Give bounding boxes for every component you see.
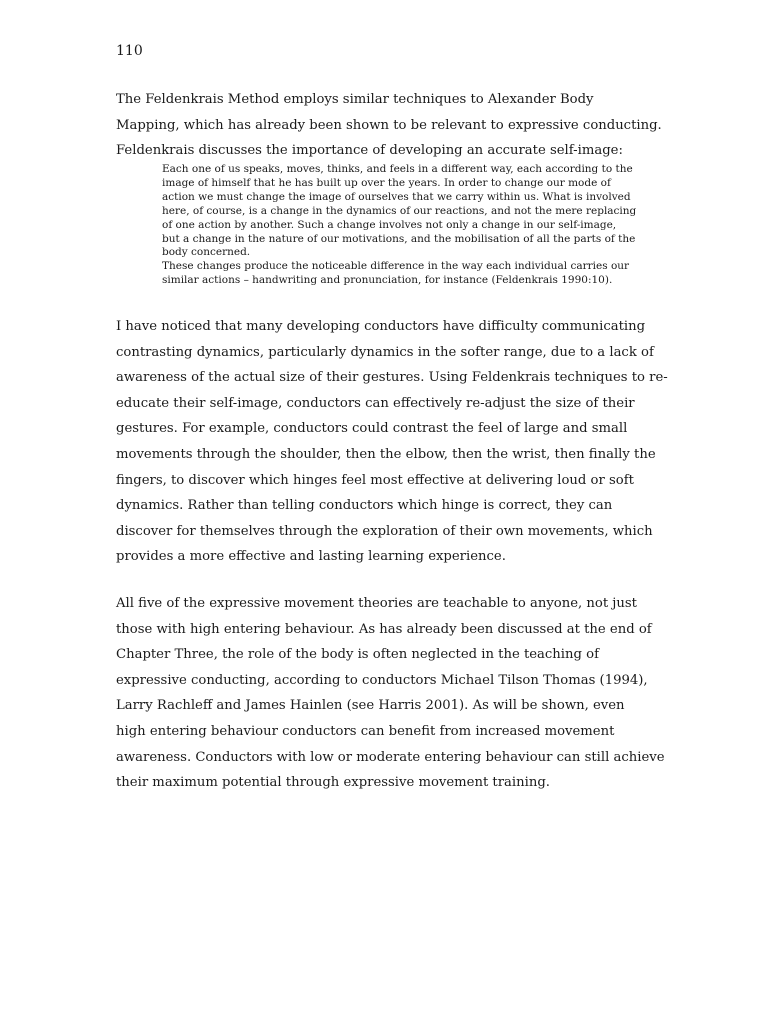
text-line: The Feldenkrais Method employs similar techniques to Alexander Body	[116, 92, 594, 107]
quote-line: of one action by another. Such a change involves not only a change in our self-image,	[162, 218, 617, 231]
text-line: awareness. Conductors with low or moderate entering behaviour can still achieve	[116, 749, 665, 765]
text-line: discover for themselves through the exploration of their own movements, which	[116, 523, 653, 539]
quote-line: similar actions – handwriting and pronunciation, for instance (Feldenkrais 1990:10).	[162, 274, 613, 287]
page-number: 110	[116, 43, 143, 59]
text-line: gestures. For example, conductors could contrast the feel of large and small	[116, 421, 628, 437]
quote-line: Each one of us speaks, moves, thinks, and feels in a different way, each according to the	[162, 163, 633, 175]
intro-paragraph	[116, 87, 662, 164]
text-line: dynamics. Rather than telling conductors which hinge is correct, they can	[116, 498, 613, 514]
text-line: high entering behaviour conductors can benefit from increased movement	[116, 723, 615, 739]
text-line: provides a more effective and lasting learning experience.	[116, 549, 506, 565]
quote-line: action we must change the image of ourselves that we carry within us. What is involved	[162, 190, 631, 203]
text-line: fingers, to discover which hinges feel most effective at delivering loud or soft	[116, 472, 634, 488]
text-line: Mapping, which has already been shown to be relevant to expressive conducting.	[116, 117, 662, 133]
text-line: Feldenkrais discusses the importance of developing an accurate self-image:	[116, 143, 623, 158]
text-line: contrasting dynamics, particularly dynamics in the softer range, due to a lack of	[116, 344, 654, 360]
quote-line: These changes produce the noticeable difference in the way each individual carries our	[162, 260, 630, 273]
text-line: expressive conducting, according to conductors Michael Tilson Thomas (1994),	[116, 672, 648, 688]
text-line: awareness of the actual size of their gestures. Using Feldenkrais techniques to re-	[116, 370, 668, 386]
text-line: I have noticed that many developing conductors have difficulty communicating	[116, 319, 646, 334]
text-line: Larry Rachleff and James Hainlen (see Harris 2001). As will be shown, even	[116, 698, 625, 714]
quote-line: body concerned.	[162, 246, 251, 259]
body-paragraph-2	[116, 591, 665, 796]
body-paragraph-1	[116, 314, 668, 570]
text-line: Chapter Three, the role of the body is often neglected in the teaching of	[116, 647, 599, 663]
quote-line: but a change in the nature of our motivations, and the mobilisation of all the parts of the	[162, 232, 636, 245]
text-line: movements through the shoulder, then the elbow, then the wrist, then finally the	[116, 446, 656, 462]
text-line: educate their self-image, conductors can effectively re-adjust the size of their	[116, 395, 635, 411]
text-line: those with high entering behaviour. As has already been discussed at the end of	[116, 621, 652, 637]
text-line: their maximum potential through expressive movement training.	[116, 775, 550, 791]
quote-line: here, of course, is a change in the dynamics of our reactions, and not the mere replacing	[162, 204, 637, 217]
block-quote	[162, 163, 637, 288]
quote-line: image of himself that he has built up over the years. In order to change our mode of	[162, 176, 611, 189]
text-line: All five of the expressive movement theories are teachable to anyone, not just	[116, 596, 637, 611]
